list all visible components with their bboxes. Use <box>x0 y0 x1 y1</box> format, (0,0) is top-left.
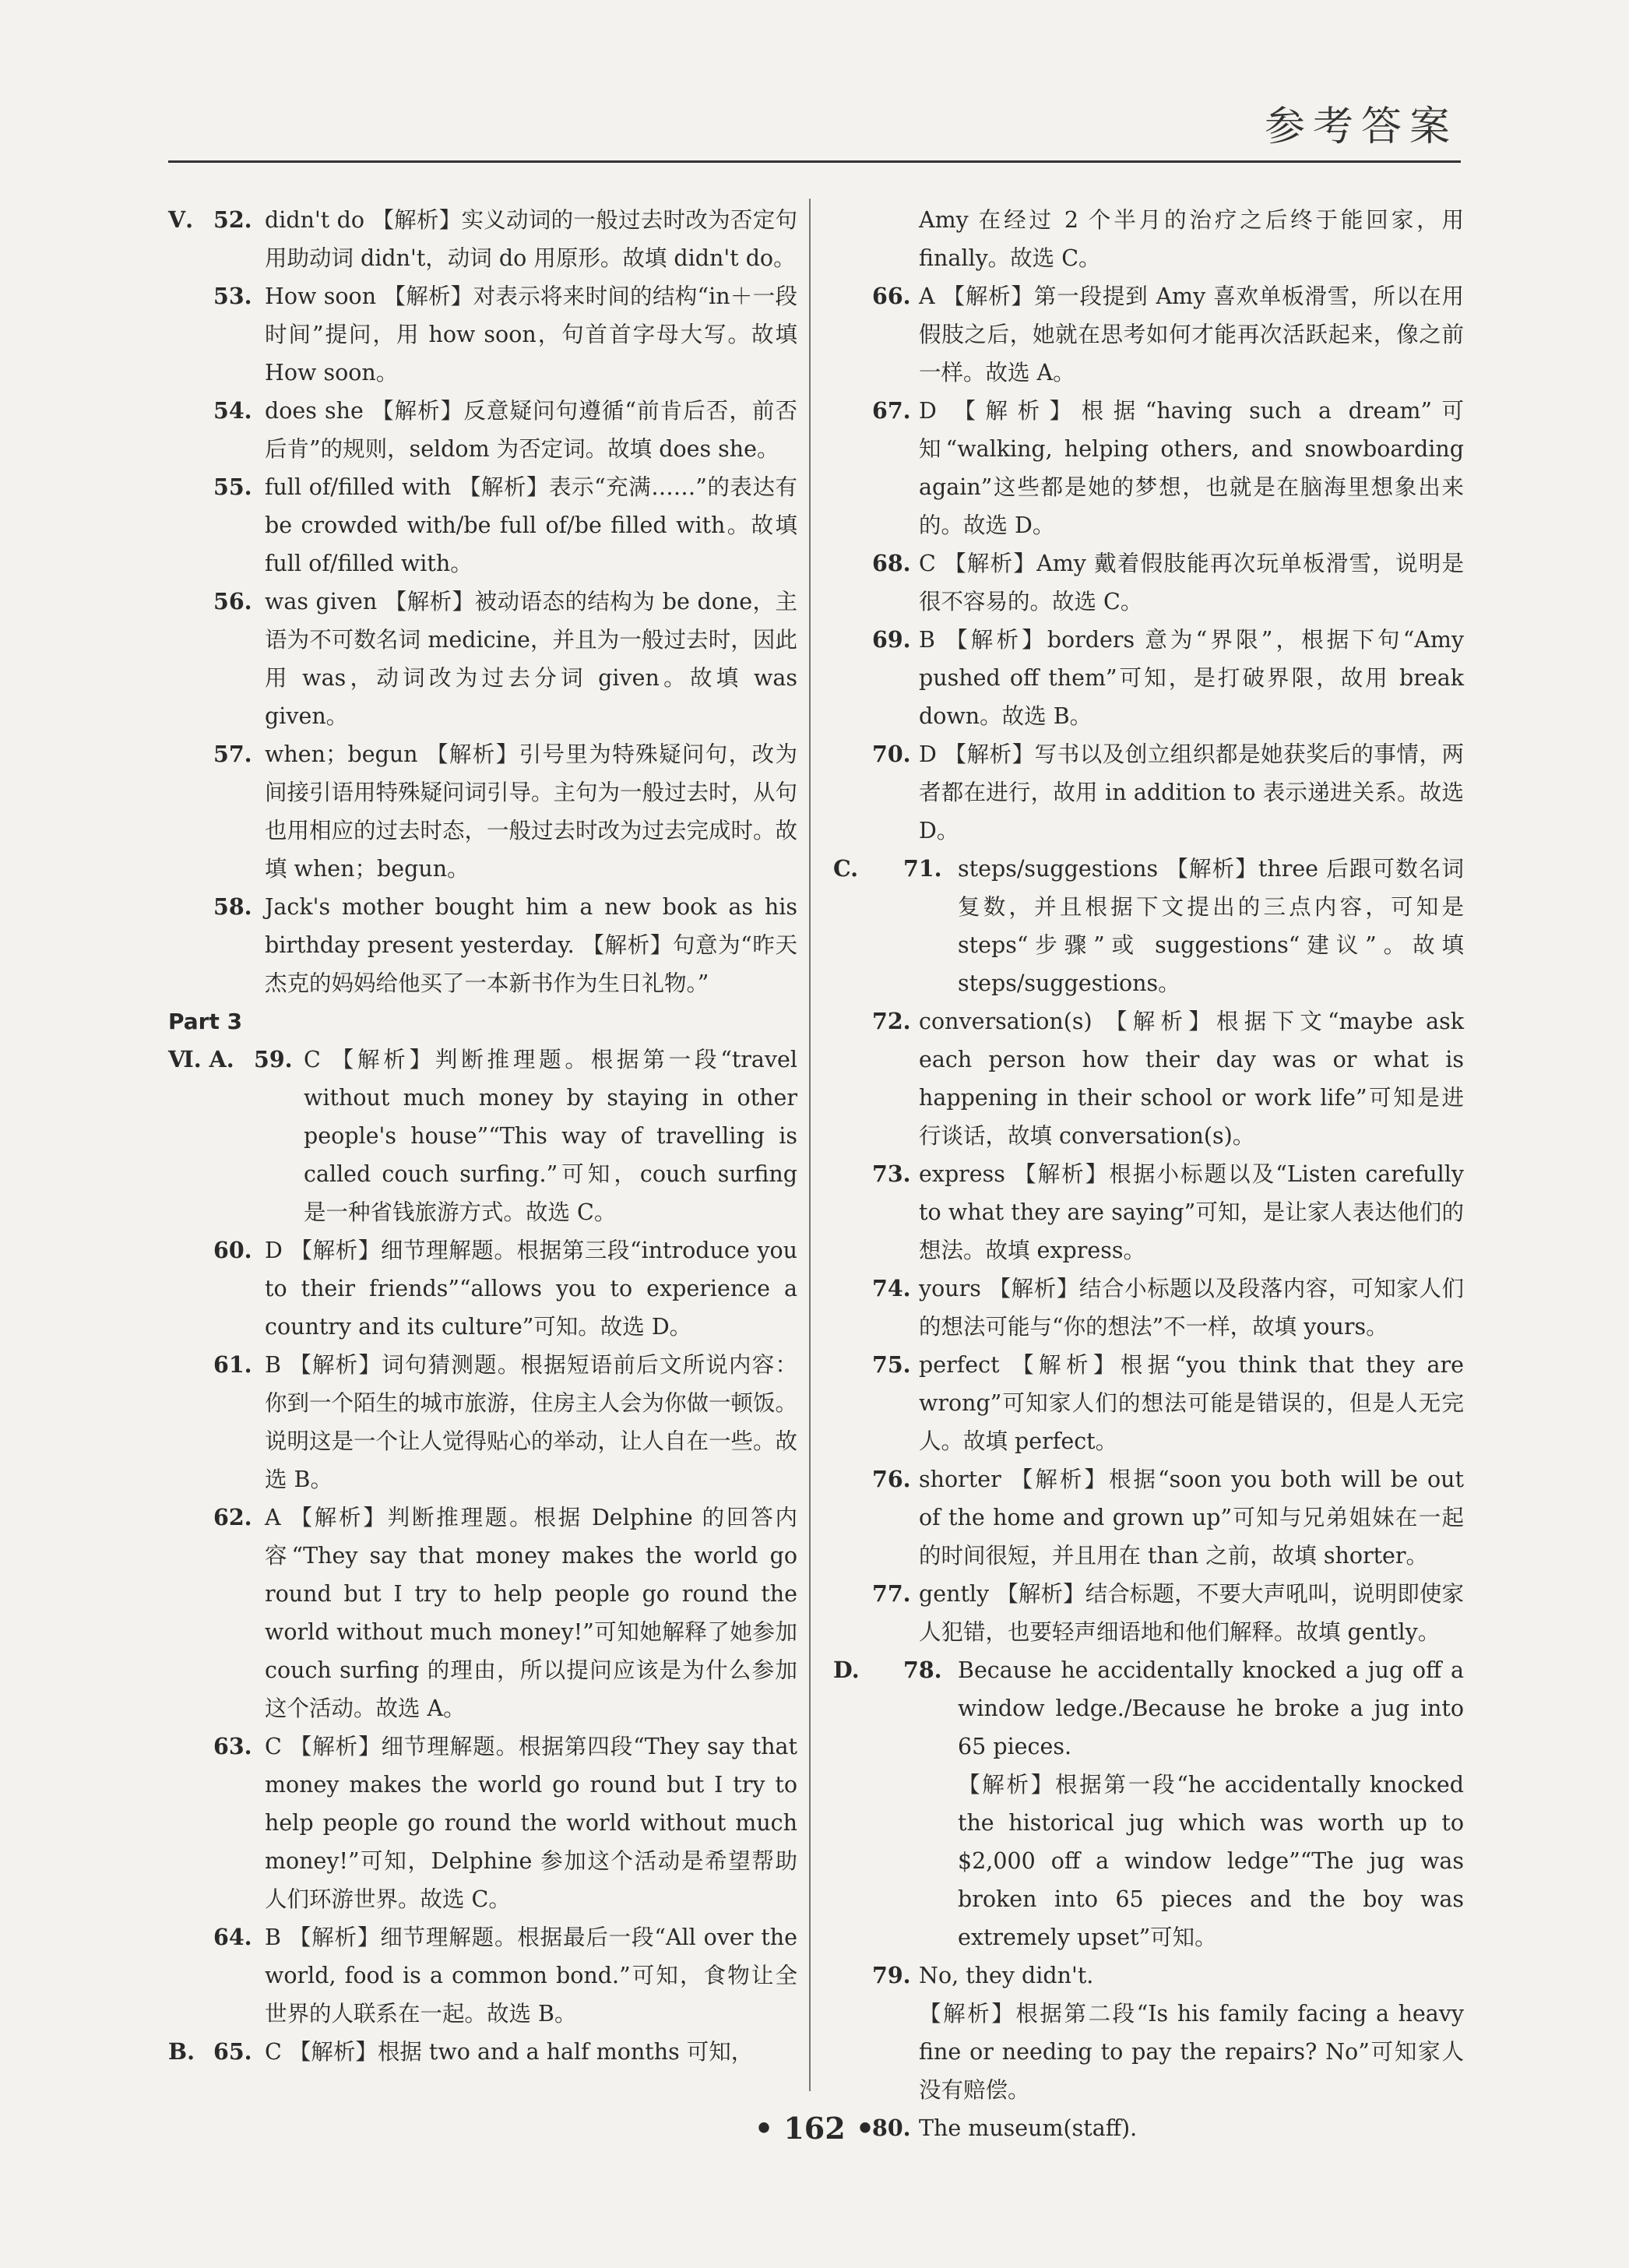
item-number: 65. <box>213 2038 252 2065</box>
item-number: 70. <box>872 741 911 767</box>
item-number: 67. <box>872 397 911 424</box>
section-label: D. <box>833 1657 860 1683</box>
answer-item-57 <box>168 735 797 888</box>
item-text: conversation(s) 【解析】根据下文“maybe ask each person how their day was or what is happening in their school or work life”可知是进行谈话，故填 conversation(s)。 <box>919 1009 1464 1149</box>
analysis-78: 【解析】根据第一段“he accidentally knocked the historical jug which was worth up to $2,000 off a window ledge”“The jug was broken into 65 pieces and the boy was extremely upset”可知。 <box>958 1772 1464 1950</box>
answer-item-72 <box>833 1002 1464 1155</box>
item-text: The museum(staff). <box>919 2115 1138 2141</box>
item-text: yours 【解析】结合小标题以及段落内容，可知家人们的想法可能与“你的想法”不一样，故填 yours。 <box>919 1276 1464 1340</box>
page-number: • 162 • <box>754 2111 875 2146</box>
answer-item-63 <box>168 1727 797 1918</box>
item-text: didn't do 【解析】实义动词的一般过去时改为否定句用助动词 didn't，动词 do 用原形。故填 didn't do。 <box>265 207 797 271</box>
answer-item-66 <box>833 277 1464 392</box>
answer-item-56 <box>168 583 797 735</box>
item-text: when；begun 【解析】引号里为特殊疑问句，改为间接引语用特殊疑问词引导。主句为一般过去时，从句也用相应的过去时态，一般过去时改为过去完成时。故填 when；begun。 <box>265 741 798 882</box>
section-label: Ⅵ. A. <box>168 1046 234 1072</box>
item-number: 59. <box>254 1046 293 1072</box>
item-text: How soon 【解析】对表示将来时间的结构“in＋一段时间”提问，用 how soon，句首首字母大写。故填 How soon。 <box>265 284 797 386</box>
answer-item-65 <box>168 2033 797 2071</box>
item-text: D 【解析】写书以及创立组织都是她获奖后的事情，两者都在进行，故用 in addition to 表示递进关系。故选 D。 <box>919 741 1464 843</box>
answer-item-71 <box>833 850 1464 1002</box>
item-number: 77. <box>872 1580 911 1607</box>
item-text: B 【解析】borders 意为“界限”，根据下句“Amy pushed off them”可知，是打破界限，故用 break down。故选 B。 <box>919 627 1464 729</box>
item-text: D 【解析】根据“having such a dream”可知“walking, helping others, and snowboarding again”这些都是她的梦想，也就是在脑海里想象出来的。故选 D。 <box>919 398 1464 538</box>
item-number: 73. <box>872 1160 911 1187</box>
answer-item-79 <box>833 1956 1464 1995</box>
item-number: 71. <box>903 855 942 882</box>
section-label: B. <box>168 2038 195 2065</box>
item-text: perfect 【解析】根据“you think that they are wrong”可知家人们的想法可能是错误的，但是人无完人。故填 perfect。 <box>919 1352 1464 1454</box>
item-text: B 【解析】细节理解题。根据最后一段“All over the world, food is a common bond.”可知，食物让全世界的人联系在一起。故选 B。 <box>265 1925 797 2027</box>
item-text: does she 【解析】反意疑问句遵循“前肯后否，前否后肯”的规则，seldom 为否定词。故填 does she。 <box>265 398 797 462</box>
item-text: full of/filled with 【解析】表示“充满……”的表达有 be crowded with/be full of/be filled with。故填 full of/filled with。 <box>265 474 797 576</box>
item-number: 54. <box>213 397 252 424</box>
answer-item-65-continued: Amy 在经过 2 个半月的治疗之后终于能回家，用 finally。故选 C。 <box>919 207 1464 271</box>
column-divider <box>809 199 811 2091</box>
answer-item-69 <box>833 621 1464 735</box>
item-number: 74. <box>872 1275 911 1301</box>
item-text: steps/suggestions 【解析】three 后跟可数名词复数，并且根据下文提出的三点内容，可知是 steps“步骤”或 suggestions“建议”。故填 steps/suggestions。 <box>958 856 1464 996</box>
left-column <box>168 201 797 2071</box>
item-number: 55. <box>213 474 252 500</box>
item-text: gently 【解析】结合标题，不要大声吼叫，说明即使家人犯错，也要轻声细语地和他们解释。故填 gently。 <box>919 1581 1464 1645</box>
item-text: B 【解析】词句猜测题。根据短语前后文所说内容：你到一个陌生的城市旅游，住房主人会为你做一顿饭。说明这是一个让人觉得贴心的举动，让人自在一些。故选 B。 <box>265 1352 798 1492</box>
item-text: was given 【解析】被动语态的结构为 be done，主语为不可数名词 medicine，并且为一般过去时，因此用 was，动词改为过去分词 given。故填 was given。 <box>265 589 797 729</box>
item-number: 80. <box>872 2115 911 2141</box>
item-text: D 【解析】细节理解题。根据第三段“introduce you to their friends”“allows you to experience a country and its culture”可知。故选 D。 <box>265 1238 797 1340</box>
item-number: 52. <box>213 206 252 233</box>
page-header-title: 参考答案 <box>1264 104 1458 150</box>
item-number: 60. <box>213 1237 252 1263</box>
item-text: C 【解析】细节理解题。根据第四段“They say that money makes the world go round but I try to help people go round the world without much money!”可知，Delphine 参加这个活动是希望帮助人们环游世界。故选 C。 <box>265 1734 797 1912</box>
item-number: 66. <box>872 283 911 309</box>
item-number: 75. <box>872 1351 911 1378</box>
answer-item-62 <box>168 1498 797 1727</box>
item-number: 68. <box>872 550 911 576</box>
answer-item-76 <box>833 1460 1464 1575</box>
item-text: C 【解析】判断推理题。根据第一段“travel without much money by staying in other people's house”“This way of travelling is called couch surfing.”可知，couch surfing 是一种省钱旅游方式。故选 C。 <box>304 1047 797 1225</box>
answer-item-61 <box>168 1346 797 1498</box>
item-text: C 【解析】Amy 戴着假肢能再次玩单板滑雪，说明是很不容易的。故选 C。 <box>919 551 1464 615</box>
item-text: express 【解析】根据小标题以及“Listen carefully to what they are saying”可知，是让家人表达他们的想法。故填 express。 <box>919 1161 1464 1263</box>
item-text: A 【解析】第一段提到 Amy 喜欢单板滑雪，所以在用假肢之后，她就在思考如何才能再次活跃起来，像之前一样。故选 A。 <box>919 284 1464 386</box>
item-number: 72. <box>872 1008 911 1034</box>
answer-item-77 <box>833 1575 1464 1651</box>
answer-item-68 <box>833 544 1464 621</box>
answer-item-64 <box>168 1918 797 2033</box>
answer-item-55 <box>168 468 797 583</box>
item-number: 76. <box>872 1466 911 1492</box>
answer-item-60 <box>168 1231 797 1346</box>
answer-item-67 <box>833 392 1464 544</box>
analysis-79: 【解析】根据第二段“Is his family facing a heavy fine or needing to pay the repairs? No”可知家人没有赔偿。 <box>919 2001 1464 2103</box>
item-number: 53. <box>213 283 252 309</box>
item-text: shorter 【解析】根据“soon you both will be out of the home and grown up”可知与兄弟姐妹在一起的时间很短，并且用在 than 之前，故填 shorter。 <box>919 1467 1464 1569</box>
section-label: Ⅴ. <box>168 206 194 233</box>
item-text: No, they didn't. <box>919 1963 1094 1988</box>
answer-item-59 <box>168 1041 797 1231</box>
answer-item-75 <box>833 1346 1464 1460</box>
item-text: Because he accidentally knocked a jug off a window ledge./Because he broke a jug into 65 pieces. <box>958 1657 1464 1759</box>
header-rule <box>168 160 1461 163</box>
item-number: 58. <box>213 893 252 920</box>
section-label: C. <box>833 855 859 882</box>
answer-item-70 <box>833 735 1464 850</box>
item-number: 79. <box>872 1962 911 1988</box>
answer-item-73 <box>833 1155 1464 1270</box>
item-number: 57. <box>213 741 252 767</box>
item-number: 61. <box>213 1351 252 1378</box>
answer-item-53 <box>168 277 797 392</box>
answer-item-78 <box>833 1651 1464 1766</box>
answer-item-52 <box>168 201 797 277</box>
answer-item-54 <box>168 392 797 468</box>
item-number: 69. <box>872 626 911 653</box>
answer-item-74 <box>833 1270 1464 1346</box>
answer-item-58 <box>168 888 797 1002</box>
item-number: 63. <box>213 1733 252 1759</box>
item-number: 62. <box>213 1504 252 1530</box>
item-text: C 【解析】根据 two and a half months 可知， <box>265 2039 754 2065</box>
item-text: Jack's mother bought him a new book as his birthday present yesterday. 【解析】句意为“昨天杰克的妈妈给他买了一本新书作为生日礼物。” <box>265 894 797 996</box>
item-number: 78. <box>903 1657 942 1683</box>
part-title: Part 3 <box>168 1009 243 1034</box>
item-text: A 【解析】判断推理题。根据 Delphine 的回答内容“They say that money makes the world go round but I try to help people go round the world without much money!”可知她解释了她参加 couch surfing 的理由，所以提问应该是为什么参加这个活动。故选 A。 <box>265 1505 797 1721</box>
item-number: 64. <box>213 1924 252 1950</box>
item-number: 56. <box>213 588 252 615</box>
right-column <box>833 201 1464 2147</box>
